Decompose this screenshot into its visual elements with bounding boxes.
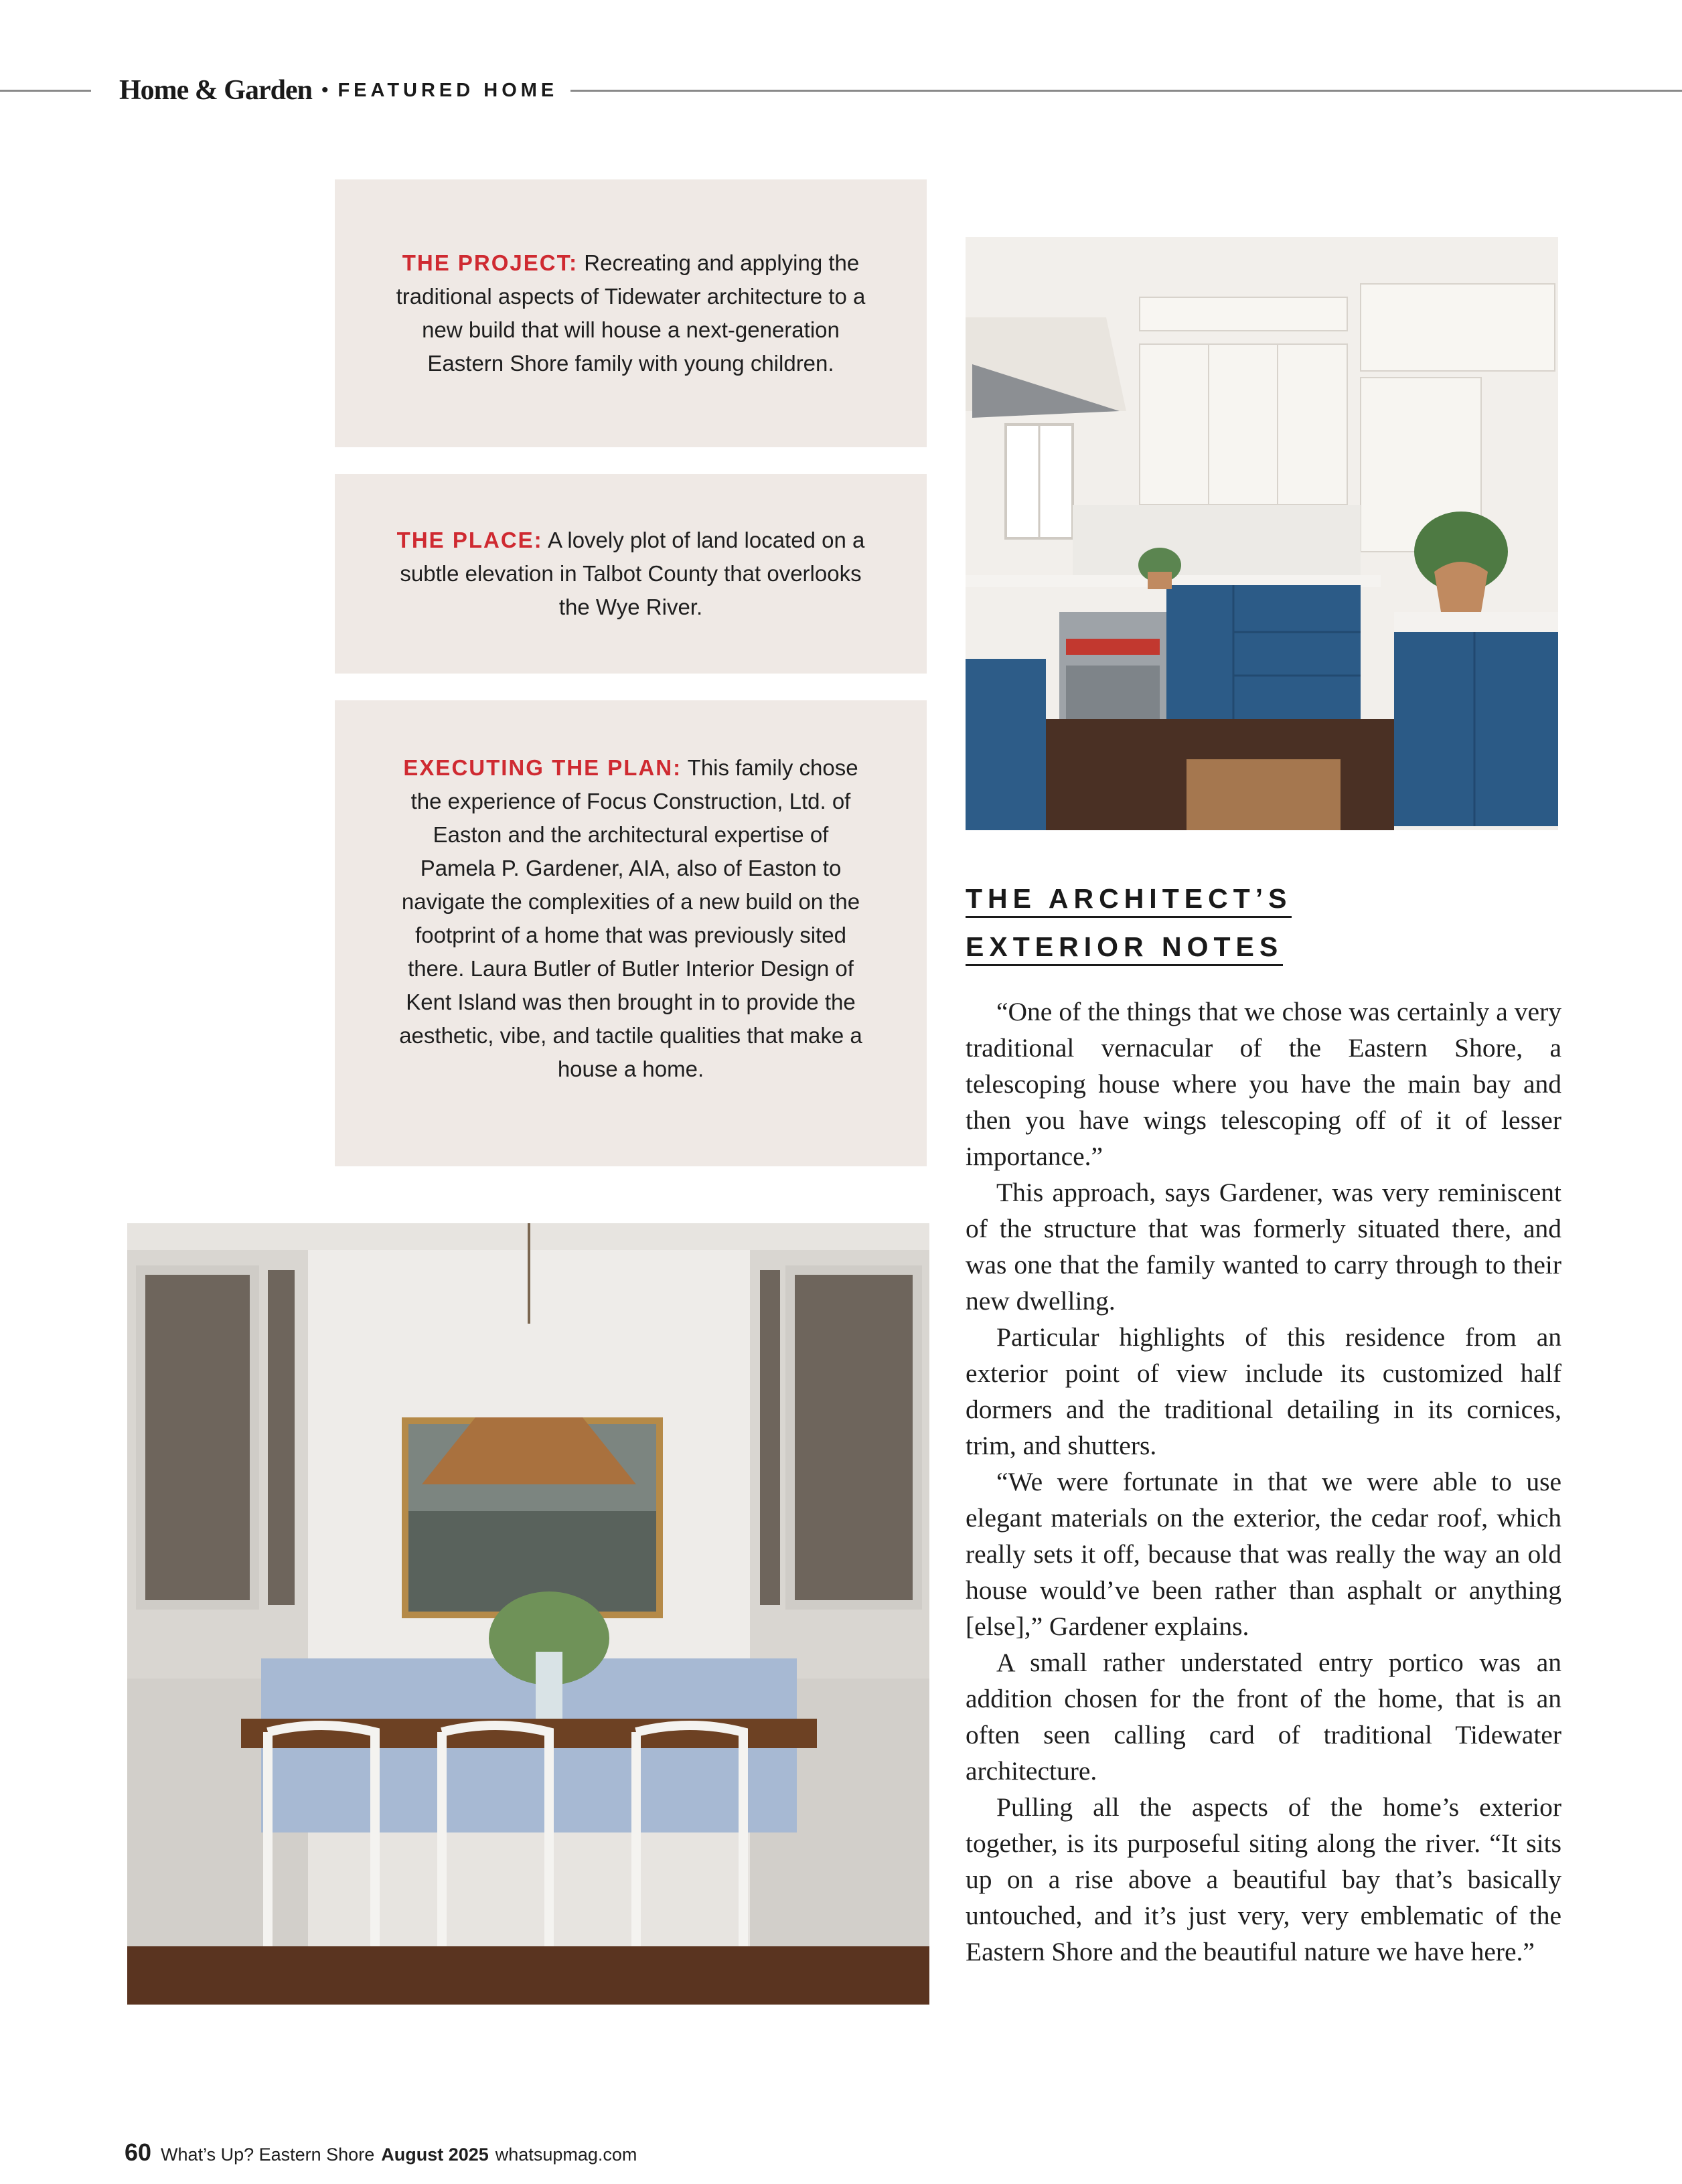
place-text: [395, 524, 866, 624]
article-heading-line-2: EXTERIOR NOTES: [966, 931, 1283, 966]
plan-box: [335, 700, 927, 1166]
running-header: [119, 70, 558, 111]
article-heading-line-1: THE ARCHITECT’S: [966, 882, 1292, 918]
dining-nook-photo: [127, 1223, 929, 2005]
article-paragraph: Pulling all the aspects of the home’s exterior together, is its purposeful siting along the river. “It sits up on a rise above a beautiful bay that’s basically untouched, and it’s just very, very emblematic of the Eastern Shore and the beautiful nature we have here.”: [966, 1792, 1561, 1966]
plan-text: [395, 751, 866, 1086]
header-separator: •: [321, 79, 329, 101]
article-paragraph: A small rather understated entry portico was an addition chosen for the front of the home, that is an often seen calling card of traditional Tidewater architecture.: [966, 1648, 1561, 1786]
page-number: 60: [125, 2138, 152, 2166]
project-body: Recreating and applying the traditional aspects of Tidewater architecture to a new build that will house a next-generation Eastern Shore family with young children.: [396, 250, 866, 376]
header-rule-left: [0, 90, 91, 92]
place-box: [335, 474, 927, 674]
plan-body: This family chose the experience of Focus Construction, Ltd. of Easton and the architectural expertise of Pamela P. Gardener, AIA, also of Easton to navigate the complexities of a new build on the footprint of a home that was previously sited there. Laura Butler of Butler Interior Design of Kent Island was then brought in to provide the aesthetic, vibe, and tactile qualities that make a house a home.: [399, 755, 862, 1081]
article-paragraph: “We were fortunate in that we were able to use elegant materials on the exterior, the cedar roof, which really sets it off, because that was really the way an old house would’ve been rather than asphalt or anything [else],” Gardener explains.: [966, 1467, 1561, 1641]
publication-name: What’s Up? Eastern Shore: [161, 2144, 375, 2165]
project-text: [395, 246, 866, 380]
website-link[interactable]: whatsupmag.com: [495, 2144, 637, 2165]
place-body: A lovely plot of land located on a subtle elevation in Talbot County that overlooks the Wye River.: [400, 528, 865, 619]
article-paragraph: Particular highlights of this residence from an exterior point of view include its customized half dormers and the traditional detailing in its cornices, trim, and shutters.: [966, 1322, 1561, 1460]
place-label: THE PLACE:: [396, 528, 543, 552]
article-paragraph: “One of the things that we chose was certainly a very traditional vernacular of the Eastern Shore, a telescoping house where you have the main bay and then you have wings telescoping off of it of lesser importance.”: [966, 997, 1561, 1171]
article-body: [966, 994, 1561, 1970]
issue-date: August 2025: [381, 2144, 489, 2165]
project-box: [335, 179, 927, 447]
page-footer: [125, 2138, 637, 2167]
plan-label: EXECUTING THE PLAN:: [403, 755, 682, 780]
article-paragraph: This approach, says Gardener, was very reminiscent of the structure that was formerly situated there, and was one that the family wanted to carry through to their new dwelling.: [966, 1178, 1561, 1316]
brand-logo-text: Home & Garden: [119, 75, 312, 106]
project-label: THE PROJECT:: [402, 250, 579, 275]
kitchen-photo: [966, 237, 1558, 830]
header-rule-right: [570, 90, 1682, 92]
section-label: FEATURED HOME: [337, 79, 558, 101]
